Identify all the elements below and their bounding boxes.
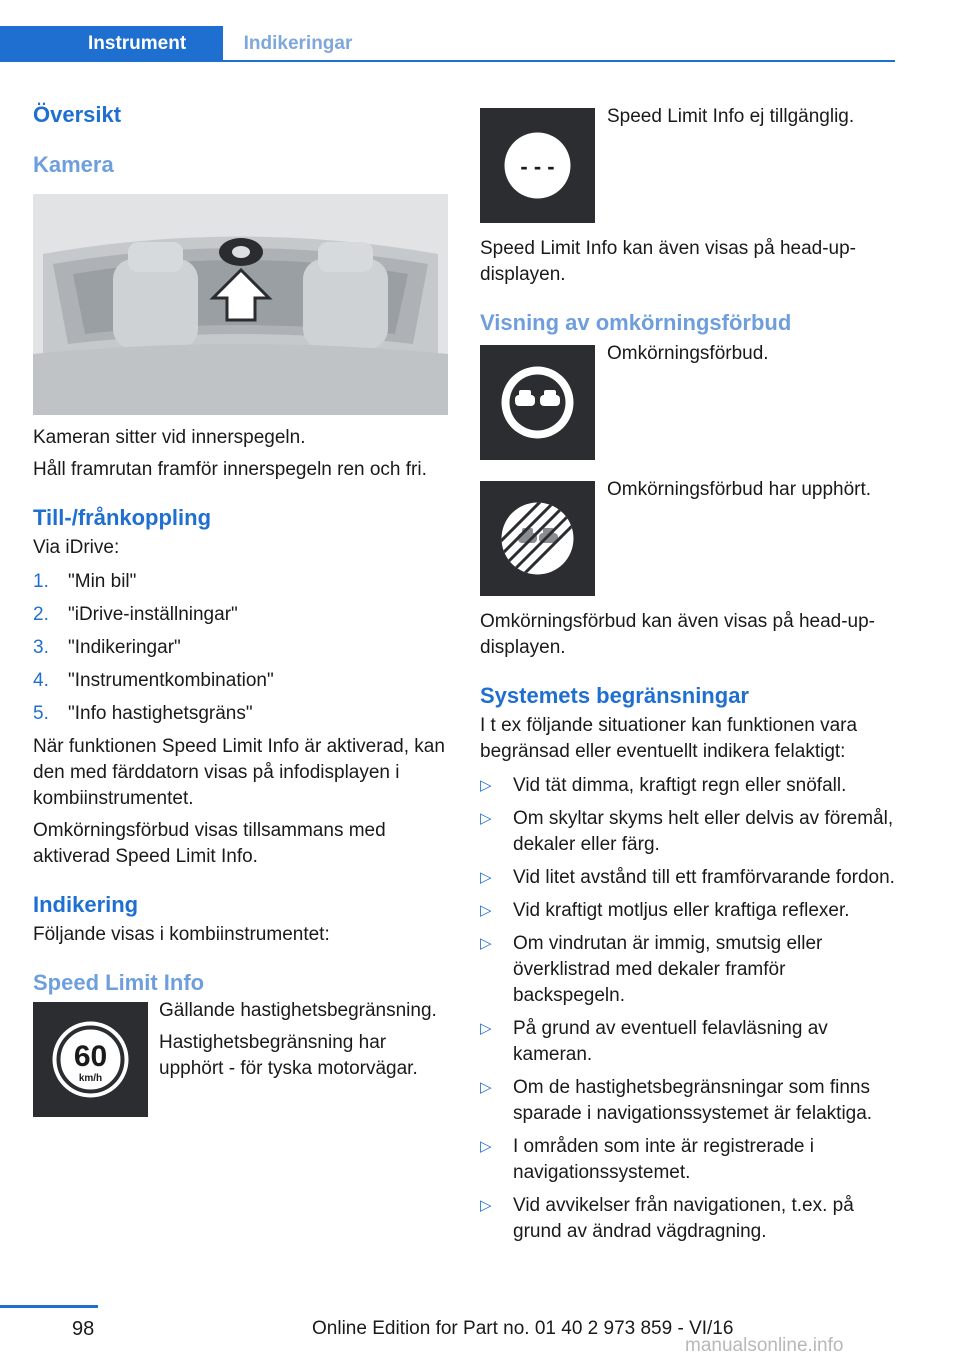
toggle-paragraph-1: När funktionen Speed Limit Info är aktiverad, kan den med färddatorn visas på infodisplayen i kombiinstrumentet. bbox=[33, 736, 445, 809]
unavailable-text: Speed Limit Info ej tillgänglig. bbox=[607, 106, 855, 127]
no-overtaking-sign-image bbox=[480, 345, 595, 460]
page-title: Översikt bbox=[33, 102, 122, 127]
speed-60-sign-icon bbox=[33, 1002, 148, 1117]
unavailable-sign-icon bbox=[480, 108, 595, 223]
bullet-triangle-icon: ▷ bbox=[480, 902, 492, 919]
indicator-heading: Indikering bbox=[33, 892, 139, 917]
page-number: 98 bbox=[72, 1318, 95, 1340]
list-item: ▷ Vid kraftigt motljus eller kraftiga reflexer. bbox=[480, 898, 895, 924]
list-item: ▷ Om skyltar skyms helt eller delvis av föremål, dekaler eller färg. bbox=[480, 808, 894, 855]
footer-rule bbox=[0, 1305, 98, 1308]
tab-indikeringar[interactable]: Indikeringar bbox=[243, 33, 353, 54]
end-no-overtaking-sign-image bbox=[480, 481, 595, 596]
indicator-paragraph: Följande visas i kombiinstrumentet: bbox=[33, 924, 330, 945]
bullet-triangle-icon: ▷ bbox=[480, 1197, 492, 1214]
list-item: ▷ På grund av eventuell felavläsning av kameran. bbox=[480, 1018, 828, 1065]
limits-intro: I t ex följande situationer kan funktionen vara begränsad eller eventuellt indikera felaktigt: bbox=[480, 715, 858, 762]
list-item: ▷ Vid avvikelser från navigationen, t.ex. på grund av ändrad vägdragning. bbox=[480, 1195, 854, 1242]
hud-paragraph: Speed Limit Info kan även visas på head-up-displayen. bbox=[480, 238, 857, 285]
speed-limit-sign-image bbox=[33, 1002, 148, 1117]
toggle-intro: Via iDrive: bbox=[33, 537, 120, 558]
bullet-triangle-icon: ▷ bbox=[480, 1020, 492, 1037]
list-item: ▷ I områden som inte är registrerade i navigationssystemet. bbox=[480, 1136, 814, 1183]
camera-paragraph-1: Kameran sitter vid innerspegeln. bbox=[33, 427, 306, 448]
camera-paragraph-2: Håll framrutan framför innerspegeln ren och fri. bbox=[33, 459, 427, 480]
list-item: 3. "Indikeringar" bbox=[33, 637, 181, 658]
speed-limit-heading: Speed Limit Info bbox=[33, 970, 205, 995]
bullet-triangle-icon: ▷ bbox=[480, 1079, 492, 1096]
list-item: 5. "Info hastighetsgräns" bbox=[33, 703, 253, 724]
speed-limit-paragraph-2: Hastighetsbegränsning har upphört - för tyska motorvägar. bbox=[159, 1032, 418, 1079]
header-rule bbox=[0, 60, 895, 62]
bullet-triangle-icon: ▷ bbox=[480, 935, 492, 952]
overtake-hud-paragraph: Omkörningsförbud kan även visas på head-up-displayen. bbox=[480, 611, 876, 658]
list-item: ▷ Vid tät dimma, kraftigt regn eller snöfall. bbox=[480, 773, 895, 799]
limits-heading: Systemets begränsningar bbox=[480, 683, 749, 708]
footer-edition: Online Edition for Part no. 01 40 2 973 859 - VI/16 bbox=[312, 1318, 734, 1339]
overtake-text-2: Omkörningsförbud har upphört. bbox=[607, 479, 872, 500]
svg-text:- - -: - - - bbox=[520, 154, 555, 179]
left-column bbox=[33, 100, 448, 1120]
list-item: 1. "Min bil" bbox=[33, 571, 137, 592]
speed-limit-block bbox=[33, 1002, 448, 1120]
toggle-paragraph-2: Omkörningsförbud visas tillsammans med aktiverad Speed Limit Info. bbox=[33, 820, 386, 867]
overtake-heading: Visning av omkörningsförbud bbox=[480, 310, 792, 335]
list-item: ▷ Vid litet avstånd till ett framförvarande fordon. bbox=[480, 865, 895, 891]
right-column bbox=[480, 108, 895, 1252]
toggle-heading: Till-/frånkoppling bbox=[33, 505, 212, 530]
overtake-text-1: Omkörningsförbud. bbox=[607, 343, 769, 364]
end-no-overtaking-sign-icon bbox=[480, 481, 595, 596]
unavailable-block bbox=[480, 108, 895, 223]
bullet-triangle-icon: ▷ bbox=[480, 810, 492, 827]
svg-text:km/h: km/h bbox=[78, 1073, 103, 1084]
list-item: ▷ Om de hastighetsbegränsningar som finns sparade i navigationssystemet är felaktiga. bbox=[480, 1077, 873, 1124]
car-interior-illustration bbox=[33, 194, 448, 415]
bullet-triangle-icon: ▷ bbox=[480, 1138, 492, 1155]
overtake-block-1 bbox=[480, 345, 895, 460]
overtake-block-2 bbox=[480, 481, 895, 596]
camera-image bbox=[33, 194, 448, 415]
list-item: 4. "Instrumentkombination" bbox=[33, 670, 274, 691]
step-list bbox=[33, 569, 448, 727]
limits-list bbox=[480, 773, 895, 1245]
bullet-triangle-icon: ▷ bbox=[480, 777, 492, 794]
bullet-triangle-icon: ▷ bbox=[480, 869, 492, 886]
list-item: 2. "iDrive-inställningar" bbox=[33, 604, 238, 625]
svg-text:60: 60 bbox=[73, 1040, 108, 1073]
no-overtaking-sign-icon bbox=[480, 345, 595, 460]
header-tabs bbox=[0, 26, 895, 62]
camera-heading: Kamera bbox=[33, 152, 114, 177]
speed-limit-paragraph-1: Gällande hastighetsbegränsning. bbox=[159, 1000, 437, 1021]
watermark: manualsonline.info bbox=[685, 1335, 844, 1356]
unavailable-sign-image bbox=[480, 108, 595, 223]
list-item: ▷ Om vindrutan är immig, smutsig eller överklistrad med dekaler framför backspegeln. bbox=[480, 933, 823, 1006]
tab-instrument[interactable]: Instrument bbox=[0, 26, 223, 62]
